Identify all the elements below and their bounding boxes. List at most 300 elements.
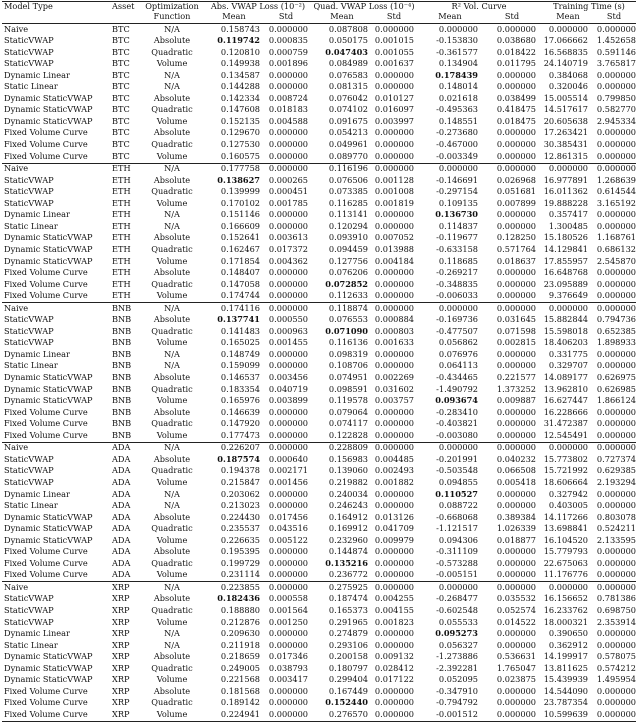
cell-asset: BTC bbox=[112, 81, 130, 92]
cell-r2-mean: -2.392281 bbox=[436, 662, 478, 673]
cell-opt-function: N/A bbox=[164, 23, 180, 34]
cell-time-mean: 18.406203 bbox=[543, 337, 588, 348]
cell-abs-std: 0.000963 bbox=[268, 325, 308, 336]
cell-abs-std: 0.000000 bbox=[268, 442, 308, 453]
subheader-r2-std: Std bbox=[504, 11, 520, 21]
cell-r2-mean: -0.283410 bbox=[436, 406, 478, 417]
cell-quad-std: 0.000884 bbox=[374, 314, 414, 325]
cell-time-mean: 10.599639 bbox=[543, 708, 588, 719]
table-row bbox=[0, 337, 640, 349]
cell-abs-mean: 0.183354 bbox=[220, 383, 260, 394]
cell-r2-mean: -0.297154 bbox=[436, 186, 478, 197]
cell-abs-mean: 0.158743 bbox=[220, 23, 260, 34]
cell-time-std: 0.574212 bbox=[596, 662, 636, 673]
cell-asset: ETH bbox=[112, 267, 131, 278]
cell-time-std: 0.000000 bbox=[596, 348, 636, 359]
cell-opt-function: N/A bbox=[164, 348, 180, 359]
cell-quad-mean: 0.169912 bbox=[328, 523, 368, 534]
cell-abs-std: 0.000000 bbox=[268, 418, 308, 429]
cell-asset: BTC bbox=[112, 127, 130, 138]
cell-time-mean: 15.439939 bbox=[543, 674, 588, 685]
cell-abs-mean: 0.211918 bbox=[220, 639, 260, 650]
cell-abs-mean: 0.138627 bbox=[217, 174, 260, 185]
cell-r2-std: 0.018422 bbox=[496, 46, 536, 57]
cell-r2-mean: -1.273886 bbox=[436, 651, 478, 662]
cell-r2-std: 0.026968 bbox=[496, 174, 536, 185]
cell-model-type: Fixed Volume Curve bbox=[4, 708, 88, 719]
cell-abs-mean: 0.144288 bbox=[220, 81, 260, 92]
cell-time-std: 0.000000 bbox=[596, 488, 636, 499]
cell-time-mean: 0.331775 bbox=[548, 348, 588, 359]
table-row bbox=[0, 314, 640, 326]
cell-model-type: Fixed Volume Curve bbox=[4, 139, 88, 149]
cell-abs-std: 0.000265 bbox=[268, 174, 308, 185]
cell-time-std: 1.495954 bbox=[596, 674, 636, 685]
cell-time-mean: 16.011362 bbox=[543, 186, 588, 197]
cell-abs-mean: 0.147058 bbox=[220, 278, 260, 289]
cell-quad-mean: 0.073385 bbox=[328, 186, 368, 197]
cell-quad-mean: 0.072852 bbox=[325, 278, 368, 289]
cell-time-mean: 15.598018 bbox=[543, 325, 588, 336]
cell-r2-std: 0.011795 bbox=[496, 58, 536, 69]
cell-time-std: 2.193294 bbox=[596, 476, 636, 487]
cell-quad-std: 0.001633 bbox=[374, 337, 414, 348]
cell-model-type: StaticVWAP bbox=[4, 174, 54, 185]
cell-asset: BNB bbox=[112, 395, 132, 406]
cell-r2-std: 0.000000 bbox=[496, 429, 536, 440]
table-row bbox=[0, 697, 640, 709]
cell-quad-mean: 0.165373 bbox=[328, 605, 368, 615]
cell-abs-mean: 0.152135 bbox=[220, 115, 260, 126]
cell-r2-mean: -0.347910 bbox=[436, 685, 478, 696]
cell-time-std: 0.000000 bbox=[596, 708, 636, 719]
table-row bbox=[0, 569, 640, 581]
cell-opt-function: N/A bbox=[164, 500, 180, 511]
cell-model-type: StaticVWAP bbox=[4, 35, 54, 46]
cell-model-type: Fixed Volume Curve bbox=[4, 267, 88, 278]
cell-abs-mean: 0.223855 bbox=[220, 581, 260, 592]
cell-quad-mean: 0.076553 bbox=[328, 314, 368, 325]
table-row bbox=[0, 582, 640, 594]
cell-time-std: 0.000000 bbox=[596, 290, 636, 301]
cell-r2-mean: -0.153830 bbox=[436, 35, 478, 46]
cell-r2-mean: -1.121517 bbox=[436, 523, 478, 534]
cell-abs-mean: 0.171854 bbox=[220, 255, 260, 266]
cell-model-type: StaticVWAP bbox=[4, 337, 54, 348]
cell-abs-std: 0.017456 bbox=[268, 511, 308, 522]
cell-time-std: 0.000000 bbox=[596, 406, 636, 417]
cell-r2-mean: -0.005151 bbox=[436, 569, 478, 580]
cell-time-mean: 16.648768 bbox=[543, 267, 588, 278]
cell-abs-std: 0.000000 bbox=[268, 23, 308, 34]
table-row bbox=[0, 303, 640, 315]
table-row bbox=[0, 640, 640, 652]
cell-abs-std: 0.000558 bbox=[268, 593, 308, 604]
table-row bbox=[0, 326, 640, 338]
table-row bbox=[0, 477, 640, 489]
cell-model-type: Static Linear bbox=[4, 639, 58, 650]
cell-quad-mean: 0.122828 bbox=[328, 429, 368, 440]
cell-time-mean: 16.627447 bbox=[543, 395, 588, 406]
cell-quad-std: 0.001055 bbox=[374, 46, 414, 57]
cell-model-type: Naive bbox=[4, 23, 29, 34]
cell-abs-std: 0.000000 bbox=[268, 220, 308, 231]
cell-time-std: 0.578075 bbox=[596, 651, 636, 662]
cell-abs-mean: 0.151146 bbox=[220, 209, 260, 220]
cell-model-type: Fixed Volume Curve bbox=[4, 697, 88, 708]
table-row bbox=[0, 163, 640, 175]
cell-opt-function: N/A bbox=[164, 163, 180, 174]
cell-time-mean: 0.357417 bbox=[548, 209, 588, 220]
cell-opt-function: Volume bbox=[156, 58, 188, 69]
cell-quad-mean: 0.076206 bbox=[328, 267, 368, 278]
cell-r2-mean: 0.094855 bbox=[438, 476, 478, 487]
cell-time-mean: 20.605638 bbox=[543, 115, 588, 126]
cell-asset: BTC bbox=[112, 139, 130, 149]
cell-r2-std: 0.071598 bbox=[496, 325, 536, 336]
cell-quad-std: 0.007052 bbox=[374, 232, 414, 243]
cell-asset: BTC bbox=[112, 58, 130, 69]
cell-abs-std: 0.038793 bbox=[268, 662, 308, 673]
cell-abs-std: 0.017372 bbox=[268, 243, 308, 254]
cell-quad-std: 0.000803 bbox=[374, 325, 414, 336]
cell-asset: ETH bbox=[112, 163, 131, 174]
table-row bbox=[0, 127, 640, 139]
cell-model-type: Dynamic StaticVWAP bbox=[4, 534, 93, 545]
cell-r2-mean: -0.273680 bbox=[436, 127, 478, 138]
cell-quad-std: 0.004155 bbox=[374, 605, 414, 615]
cell-asset: XRP bbox=[112, 708, 130, 719]
cell-asset: BNB bbox=[112, 406, 132, 417]
table-row bbox=[0, 605, 640, 617]
cell-opt-function: N/A bbox=[164, 581, 180, 592]
cell-model-type: StaticVWAP bbox=[4, 476, 54, 487]
cell-asset: XRP bbox=[112, 605, 130, 615]
cell-model-type: StaticVWAP bbox=[4, 605, 54, 615]
cell-quad-std: 0.001015 bbox=[374, 35, 414, 46]
cell-r2-mean: -0.477507 bbox=[436, 325, 478, 336]
cell-r2-std: 0.000000 bbox=[496, 302, 536, 313]
cell-asset: XRP bbox=[112, 616, 130, 627]
cell-time-mean: 16.568835 bbox=[543, 46, 588, 57]
cell-abs-std: 0.000000 bbox=[268, 697, 308, 708]
cell-abs-mean: 0.129670 bbox=[220, 127, 260, 138]
cell-abs-mean: 0.182436 bbox=[217, 593, 260, 604]
cell-model-type: StaticVWAP bbox=[4, 465, 54, 476]
cell-asset: ADA bbox=[112, 476, 131, 487]
cell-time-std: 0.591146 bbox=[596, 46, 636, 57]
cell-quad-mean: 0.098591 bbox=[328, 383, 368, 394]
cell-quad-mean: 0.081315 bbox=[328, 81, 368, 92]
cell-abs-std: 0.004588 bbox=[268, 115, 308, 126]
table-row bbox=[0, 349, 640, 361]
cell-opt-function: Volume bbox=[156, 569, 188, 580]
cell-opt-function: Quadratic bbox=[151, 418, 193, 429]
cell-time-std: 0.000000 bbox=[596, 546, 636, 557]
cell-model-type: Dynamic StaticVWAP bbox=[4, 104, 93, 115]
cell-abs-std: 0.001250 bbox=[268, 616, 308, 627]
cell-abs-mean: 0.199729 bbox=[220, 557, 260, 568]
cell-opt-function: Quadratic bbox=[151, 186, 193, 197]
subheader-quad-std: Std bbox=[386, 11, 402, 21]
cell-asset: ETH bbox=[112, 232, 131, 243]
table-row bbox=[0, 395, 640, 407]
cell-quad-std: 0.000000 bbox=[374, 406, 414, 417]
cell-time-mean: 16.233762 bbox=[543, 605, 588, 615]
cell-opt-function: Quadratic bbox=[151, 557, 193, 568]
cell-quad-mean: 0.240034 bbox=[328, 488, 368, 499]
cell-abs-std: 0.000000 bbox=[268, 302, 308, 313]
cell-time-mean: 15.005514 bbox=[543, 92, 588, 103]
cell-r2-std: 0.000000 bbox=[496, 209, 536, 220]
cell-r2-mean: 0.076976 bbox=[438, 348, 478, 359]
table-header bbox=[0, 0, 640, 23]
cell-r2-mean: 0.178439 bbox=[435, 69, 478, 80]
cell-asset: BTC bbox=[112, 46, 130, 57]
cell-abs-std: 0.000000 bbox=[268, 708, 308, 719]
cell-model-type: Fixed Volume Curve bbox=[4, 429, 88, 440]
cell-abs-mean: 0.146639 bbox=[220, 406, 260, 417]
cell-quad-std: 0.000000 bbox=[374, 418, 414, 429]
cell-abs-mean: 0.235537 bbox=[220, 523, 260, 534]
cell-model-type: Dynamic StaticVWAP bbox=[4, 651, 93, 662]
cell-r2-mean: -0.668068 bbox=[436, 511, 478, 522]
cell-opt-function: Quadratic bbox=[151, 46, 193, 57]
cell-r2-std: 0.000000 bbox=[496, 69, 536, 80]
table-row bbox=[0, 384, 640, 396]
cell-abs-mean: 0.221568 bbox=[220, 674, 260, 685]
cell-model-type: StaticVWAP bbox=[4, 453, 54, 464]
cell-time-std: 1.898933 bbox=[596, 337, 636, 348]
table-row bbox=[0, 465, 640, 477]
cell-quad-std: 0.000000 bbox=[374, 302, 414, 313]
cell-quad-mean: 0.228809 bbox=[328, 442, 368, 453]
cell-opt-function: Volume bbox=[156, 115, 188, 126]
cell-quad-std: 0.003997 bbox=[374, 115, 414, 126]
cell-quad-std: 0.000000 bbox=[374, 639, 414, 650]
cell-time-std: 0.626985 bbox=[596, 383, 636, 394]
cell-time-mean: 0.327942 bbox=[548, 488, 588, 499]
cell-time-std: 0.000000 bbox=[596, 500, 636, 511]
cell-r2-mean: 0.000000 bbox=[438, 442, 478, 453]
cell-model-type: Naive bbox=[4, 581, 29, 592]
cell-quad-std: 0.013988 bbox=[374, 243, 414, 254]
cell-quad-std: 0.000000 bbox=[374, 127, 414, 138]
cell-r2-std: 0.418475 bbox=[496, 104, 536, 115]
cell-r2-std: 0.389384 bbox=[496, 511, 536, 522]
cell-time-std: 0.000000 bbox=[596, 442, 636, 453]
cell-quad-std: 0.000000 bbox=[374, 150, 414, 161]
table-row bbox=[0, 407, 640, 419]
cell-r2-std: 0.000000 bbox=[496, 139, 536, 149]
cell-time-mean: 13.962810 bbox=[543, 383, 588, 394]
cell-quad-mean: 0.049961 bbox=[328, 139, 368, 149]
cell-quad-std: 0.001823 bbox=[374, 616, 414, 627]
cell-quad-std: 0.001819 bbox=[374, 197, 414, 208]
cell-opt-function: N/A bbox=[164, 220, 180, 231]
cell-asset: ETH bbox=[112, 278, 131, 289]
cell-quad-mean: 0.076506 bbox=[328, 174, 368, 185]
cell-asset: XRP bbox=[112, 639, 130, 650]
cell-abs-mean: 0.148407 bbox=[220, 267, 260, 278]
cell-abs-std: 0.000000 bbox=[268, 546, 308, 557]
cell-time-std: 2.353914 bbox=[596, 616, 636, 627]
cell-quad-mean: 0.164912 bbox=[328, 511, 368, 522]
cell-time-std: 0.727374 bbox=[596, 453, 636, 464]
cell-abs-std: 0.000000 bbox=[268, 406, 308, 417]
cell-quad-std: 0.001882 bbox=[374, 476, 414, 487]
cell-abs-std: 0.000640 bbox=[268, 453, 308, 464]
cell-quad-std: 0.004255 bbox=[374, 593, 414, 604]
cell-opt-function: Absolute bbox=[153, 314, 191, 325]
cell-abs-mean: 0.120810 bbox=[220, 46, 260, 57]
cell-abs-std: 0.000000 bbox=[268, 290, 308, 301]
cell-r2-std: 0.023875 bbox=[496, 674, 536, 685]
cell-quad-mean: 0.236772 bbox=[328, 569, 368, 580]
cell-quad-mean: 0.087808 bbox=[328, 23, 368, 34]
cell-time-mean: 0.000000 bbox=[548, 442, 588, 453]
cell-r2-mean: -0.169736 bbox=[436, 314, 478, 325]
cell-quad-mean: 0.091675 bbox=[328, 115, 368, 126]
cell-r2-mean: 0.109135 bbox=[438, 197, 478, 208]
cell-quad-mean: 0.116285 bbox=[328, 197, 368, 208]
cell-opt-function: Volume bbox=[156, 197, 188, 208]
cell-asset: ETH bbox=[112, 255, 131, 266]
cell-abs-mean: 0.209630 bbox=[220, 628, 260, 639]
cell-model-type: Fixed Volume Curve bbox=[4, 127, 88, 138]
cell-quad-std: 0.000000 bbox=[374, 557, 414, 568]
cell-opt-function: Quadratic bbox=[151, 523, 193, 534]
cell-abs-mean: 0.218659 bbox=[220, 651, 260, 662]
cell-model-type: StaticVWAP bbox=[4, 58, 54, 69]
cell-asset: ADA bbox=[112, 557, 131, 568]
cell-time-mean: 24.140719 bbox=[543, 58, 588, 69]
header-opt-line2: Function bbox=[153, 11, 191, 21]
cell-time-std: 2.945334 bbox=[596, 115, 636, 126]
cell-abs-mean: 0.231114 bbox=[220, 569, 260, 580]
cell-abs-std: 0.004362 bbox=[268, 255, 308, 266]
cell-opt-function: Absolute bbox=[153, 546, 191, 557]
cell-quad-mean: 0.167449 bbox=[328, 685, 368, 696]
cell-time-std: 0.652385 bbox=[596, 325, 636, 336]
cell-opt-function: Quadratic bbox=[151, 605, 193, 615]
cell-time-mean: 15.773802 bbox=[543, 453, 588, 464]
cell-r2-mean: -0.001512 bbox=[436, 708, 478, 719]
cell-quad-mean: 0.094459 bbox=[328, 243, 368, 254]
cell-quad-std: 0.004485 bbox=[374, 453, 414, 464]
cell-time-mean: 12.861315 bbox=[543, 150, 588, 161]
cell-time-mean: 0.000000 bbox=[548, 302, 588, 313]
cell-opt-function: Volume bbox=[156, 708, 188, 719]
table-row bbox=[0, 454, 640, 466]
cell-model-type: Fixed Volume Curve bbox=[4, 546, 88, 557]
cell-quad-mean: 0.275925 bbox=[328, 581, 368, 592]
cell-quad-mean: 0.076583 bbox=[328, 69, 368, 80]
cell-time-mean: 0.390650 bbox=[548, 628, 588, 639]
cell-opt-function: Quadratic bbox=[151, 325, 193, 336]
cell-asset: ETH bbox=[112, 174, 131, 185]
cell-quad-mean: 0.074951 bbox=[328, 372, 368, 382]
subheader-abs-std: Std bbox=[278, 11, 294, 21]
cell-time-std: 2.133595 bbox=[596, 534, 636, 545]
cell-model-type: Fixed Volume Curve bbox=[4, 418, 88, 429]
cell-time-mean: 15.721992 bbox=[543, 465, 588, 476]
cell-abs-mean: 0.127530 bbox=[220, 139, 260, 149]
cell-r2-mean: 0.110527 bbox=[435, 488, 478, 499]
cell-model-type: Dynamic Linear bbox=[4, 69, 70, 80]
cell-abs-std: 0.000835 bbox=[268, 35, 308, 46]
cell-time-mean: 11.176776 bbox=[543, 569, 588, 580]
cell-time-mean: 19.888228 bbox=[543, 197, 588, 208]
cell-abs-std: 0.000000 bbox=[268, 81, 308, 92]
cell-quad-mean: 0.074117 bbox=[328, 418, 368, 429]
cell-time-std: 1.866124 bbox=[596, 395, 636, 406]
cell-opt-function: N/A bbox=[164, 81, 180, 92]
cell-abs-std: 0.000000 bbox=[268, 209, 308, 220]
cell-quad-mean: 0.071090 bbox=[325, 325, 368, 336]
cell-abs-mean: 0.147920 bbox=[220, 418, 260, 429]
cell-time-std: 0.000000 bbox=[596, 81, 636, 92]
cell-quad-std: 0.000000 bbox=[374, 348, 414, 359]
header-opt-line1: Optimization bbox=[145, 1, 199, 11]
cell-quad-std: 0.000000 bbox=[374, 500, 414, 511]
cell-time-std: 0.000000 bbox=[596, 163, 636, 174]
table-row bbox=[0, 151, 640, 163]
table-row bbox=[0, 628, 640, 640]
cell-r2-std: 0.038680 bbox=[496, 35, 536, 46]
cell-time-std: 3.765817 bbox=[596, 58, 636, 69]
cell-time-std: 0.000000 bbox=[596, 429, 636, 440]
cell-time-mean: 16.104520 bbox=[543, 534, 588, 545]
cell-opt-function: Volume bbox=[156, 255, 188, 266]
cell-quad-std: 0.041709 bbox=[374, 523, 414, 534]
cell-time-std: 0.781386 bbox=[596, 593, 636, 604]
cell-time-std: 0.000000 bbox=[596, 569, 636, 580]
cell-model-type: StaticVWAP bbox=[4, 186, 54, 197]
cell-time-std: 0.000000 bbox=[596, 685, 636, 696]
cell-abs-mean: 0.212876 bbox=[220, 616, 260, 627]
cell-abs-std: 0.000000 bbox=[268, 360, 308, 371]
cell-time-std: 0.000000 bbox=[596, 209, 636, 220]
cell-abs-std: 0.008724 bbox=[268, 92, 308, 103]
cell-time-std: 0.000000 bbox=[596, 267, 636, 278]
cell-abs-std: 0.000000 bbox=[268, 685, 308, 696]
cell-asset: BNB bbox=[112, 429, 132, 440]
cell-quad-mean: 0.112633 bbox=[328, 290, 368, 301]
cell-r2-mean: 0.134904 bbox=[438, 58, 478, 69]
cell-quad-std: 0.000000 bbox=[374, 220, 414, 231]
cell-r2-std: 0.128250 bbox=[496, 232, 536, 243]
cell-time-mean: 1.300485 bbox=[548, 220, 588, 231]
cell-opt-function: N/A bbox=[164, 628, 180, 639]
cell-time-std: 0.000000 bbox=[596, 302, 636, 313]
cell-r2-mean: -1.490792 bbox=[436, 383, 478, 394]
cell-quad-std: 0.000000 bbox=[374, 163, 414, 174]
cell-quad-mean: 0.093910 bbox=[328, 232, 368, 243]
table-row bbox=[0, 290, 640, 302]
cell-abs-mean: 0.195395 bbox=[220, 546, 260, 557]
cell-model-type: Dynamic Linear bbox=[4, 348, 70, 359]
cell-r2-std: 0.000000 bbox=[496, 442, 536, 453]
cell-asset: ADA bbox=[112, 569, 131, 580]
cell-abs-mean: 0.215847 bbox=[220, 476, 260, 487]
cell-quad-mean: 0.074102 bbox=[328, 104, 368, 115]
cell-abs-std: 0.000000 bbox=[268, 488, 308, 499]
cell-r2-mean: 0.148014 bbox=[438, 81, 478, 92]
cell-asset: BNB bbox=[112, 348, 132, 359]
cell-abs-std: 0.000000 bbox=[268, 278, 308, 289]
cell-model-type: Dynamic Linear bbox=[4, 488, 70, 499]
